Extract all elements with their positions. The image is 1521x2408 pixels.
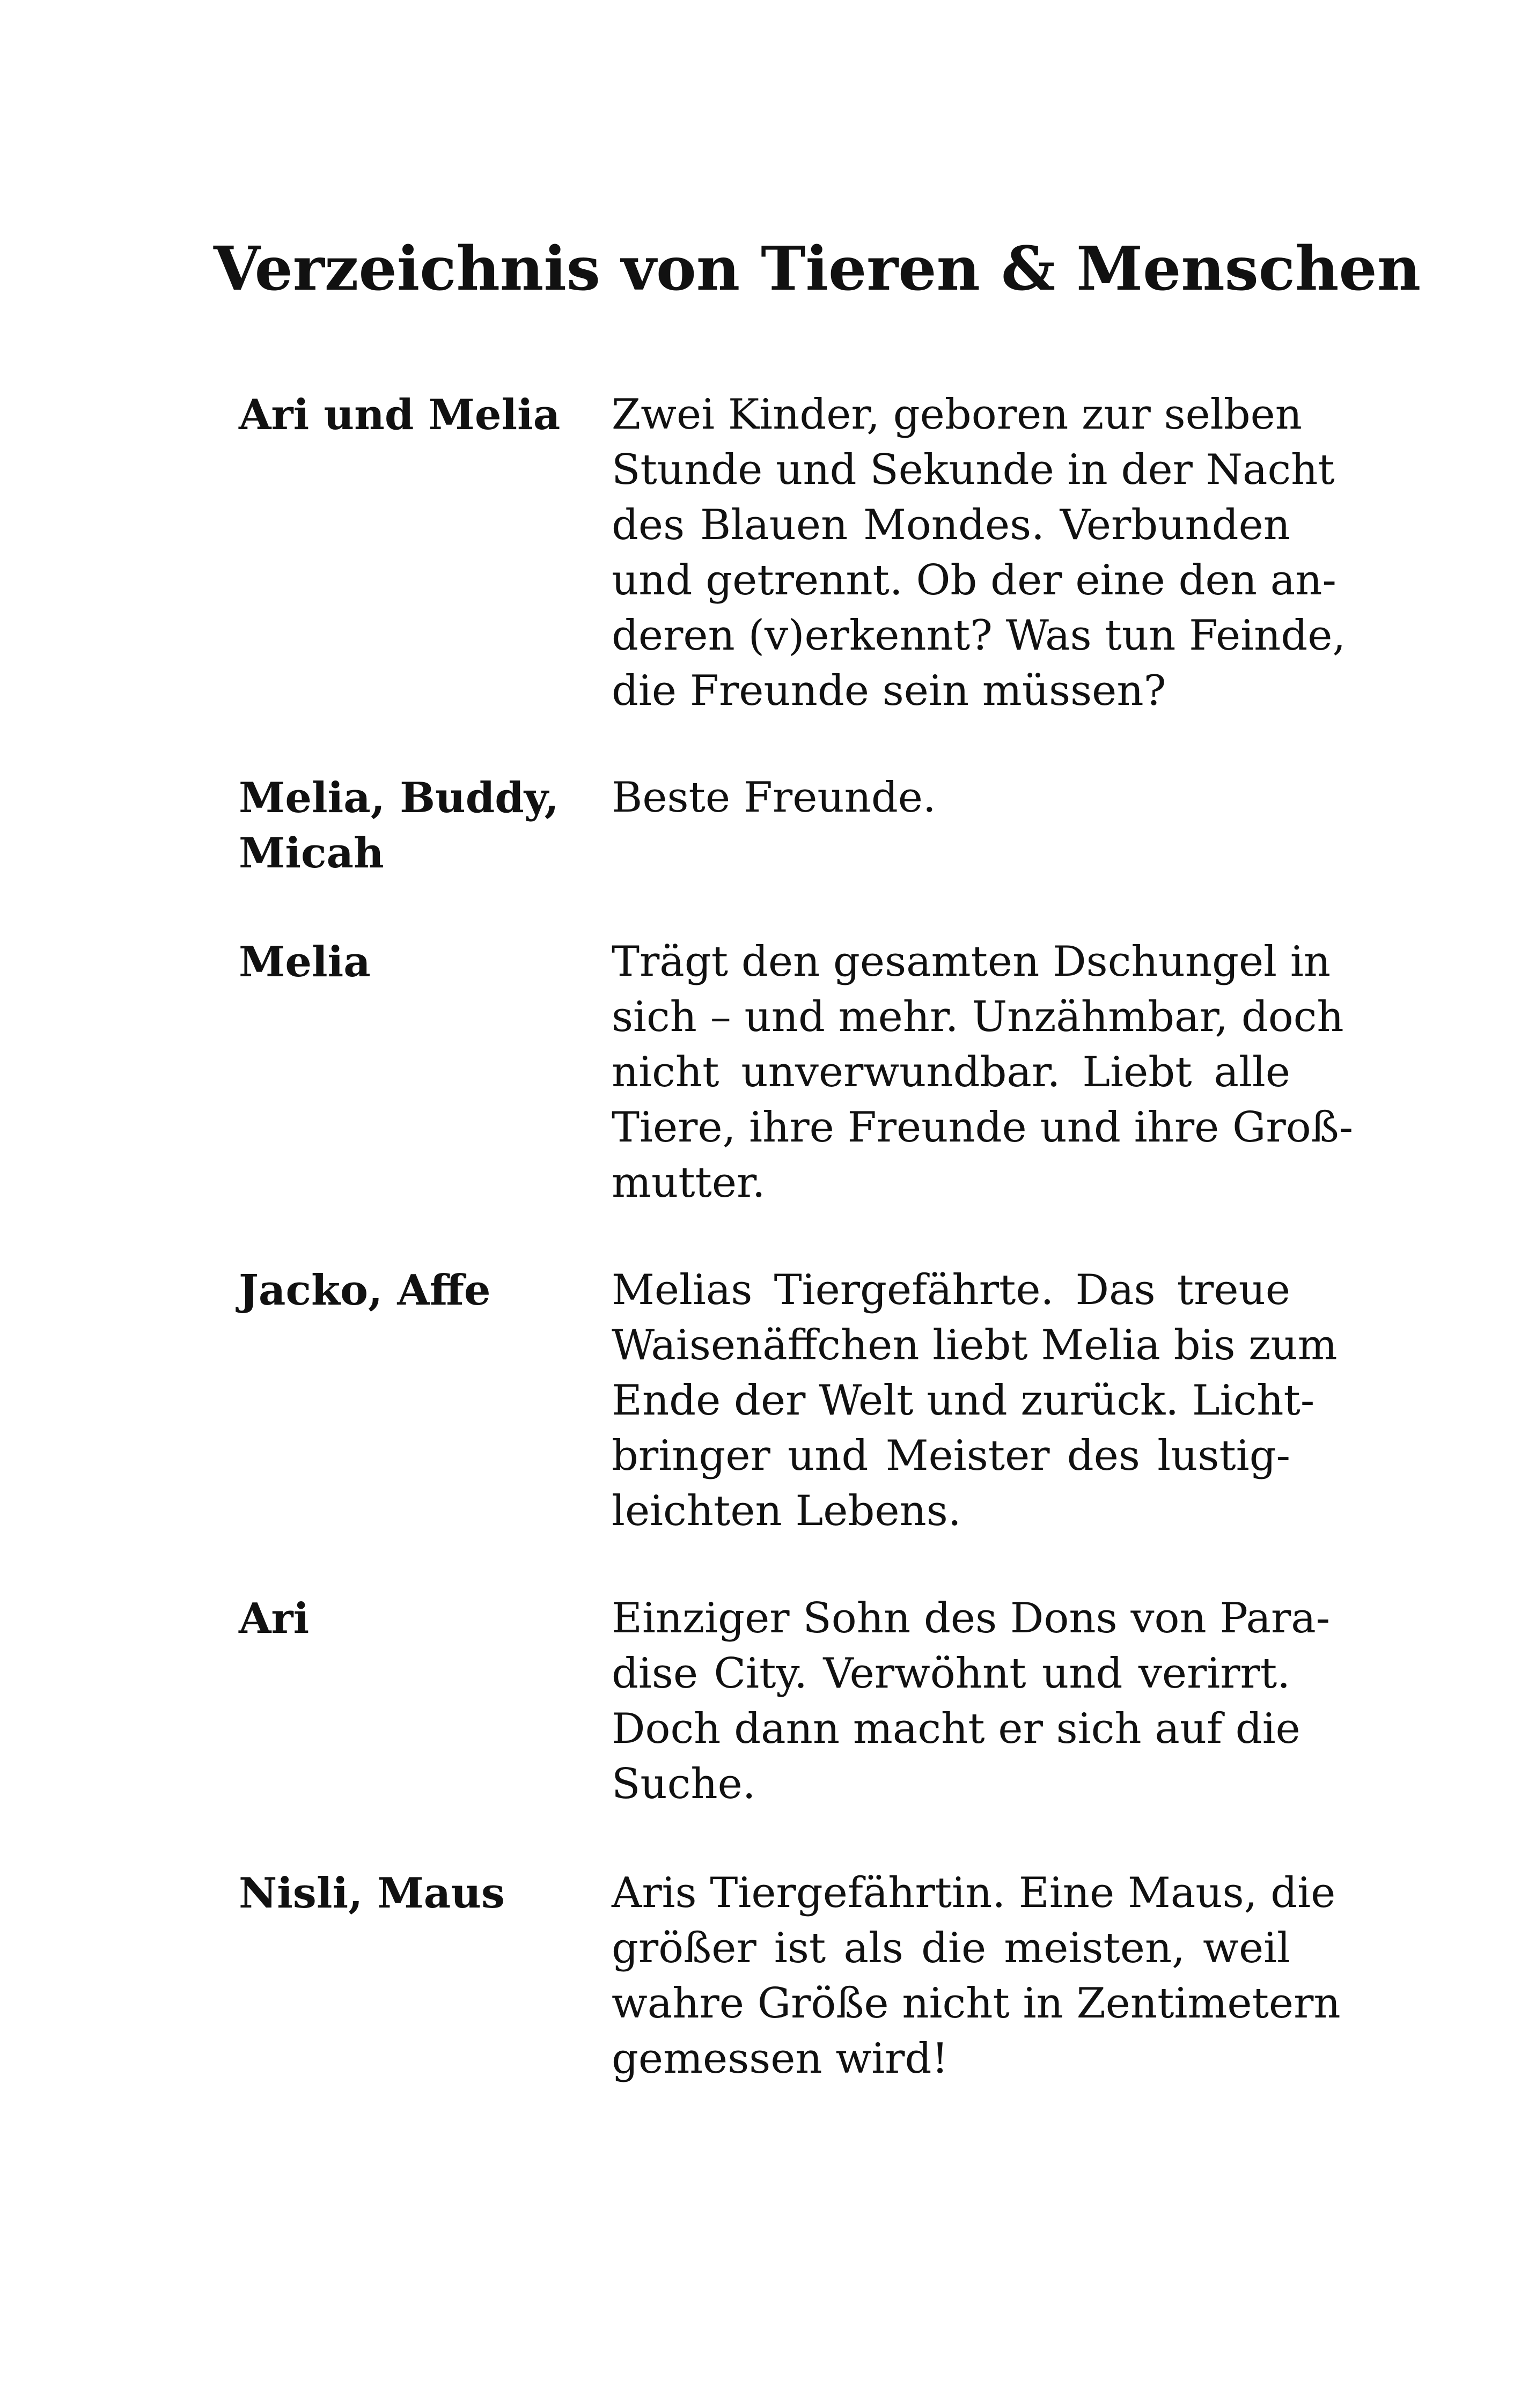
description-line: Aris Tiergefährtin. Eine Maus, die xyxy=(612,1869,1336,1917)
entry-name: Jacko, Affe xyxy=(239,1266,491,1315)
description-line: und getrennt. Ob der eine den an- xyxy=(612,556,1336,605)
description-line: Suche. xyxy=(612,1760,756,1808)
description-line: gemessen wird! xyxy=(612,2035,949,2083)
description-line: Doch dann macht er sich auf die xyxy=(612,1705,1300,1753)
description-line: deren (v)erkennt? Was tun Feinde, xyxy=(612,612,1346,660)
description-line: Beste Freunde. xyxy=(612,774,936,822)
description-line: Melias Tiergefährte. Das treue xyxy=(612,1266,1290,1314)
entry-description xyxy=(612,387,1346,719)
entry-name: Melia xyxy=(239,938,371,986)
description-line: Trägt den gesamten Dschungel in xyxy=(612,938,1331,986)
entry-name: Nisli, Maus xyxy=(239,1869,505,1918)
description-line: mutter. xyxy=(612,1159,766,1207)
description-line: Ende der Welt und zurück. Licht- xyxy=(612,1376,1315,1425)
description-line: Tiere, ihre Freunde und ihre Groß- xyxy=(612,1103,1354,1152)
entry-description xyxy=(612,1591,1331,1812)
description-line: wahre Größe nicht in Zentimetern xyxy=(612,1979,1341,2028)
entry-description xyxy=(612,770,1290,826)
description-line: Waisenäffchen liebt Melia bis zum xyxy=(612,1321,1338,1369)
entry-description xyxy=(612,934,1354,1211)
description-line: bringer und Meister des lustig- xyxy=(612,1432,1290,1480)
entry-name: Ari und Melia xyxy=(239,391,561,439)
description-line: Zwei Kinder, geboren zur selben xyxy=(612,391,1303,439)
description-line: leichten Lebens. xyxy=(612,1487,961,1535)
description-line: dise City. Verwöhnt und verirrt. xyxy=(612,1649,1290,1698)
description-line: des Blauen Mondes. Verbunden xyxy=(612,501,1290,549)
entry-name: Ari xyxy=(239,1594,310,1643)
description-line: die Freunde sein müssen? xyxy=(612,667,1166,715)
entry-name: Melia, Buddy, Micah xyxy=(239,774,559,878)
entry-description xyxy=(612,1263,1338,1539)
description-line: sich – und mehr. Unzähmbar, doch xyxy=(612,993,1344,1041)
description-line: Einziger Sohn des Dons von Para- xyxy=(612,1594,1331,1643)
entry-description xyxy=(612,1866,1341,2087)
page-title: Verzeichnis von Tieren & Menschen xyxy=(214,234,1421,304)
description-line: nicht unverwundbar. Liebt alle xyxy=(612,1048,1290,1096)
description-line: größer ist als die meisten, weil xyxy=(612,1924,1290,1972)
description-line: Stunde und Sekunde in der Nacht xyxy=(612,446,1335,494)
